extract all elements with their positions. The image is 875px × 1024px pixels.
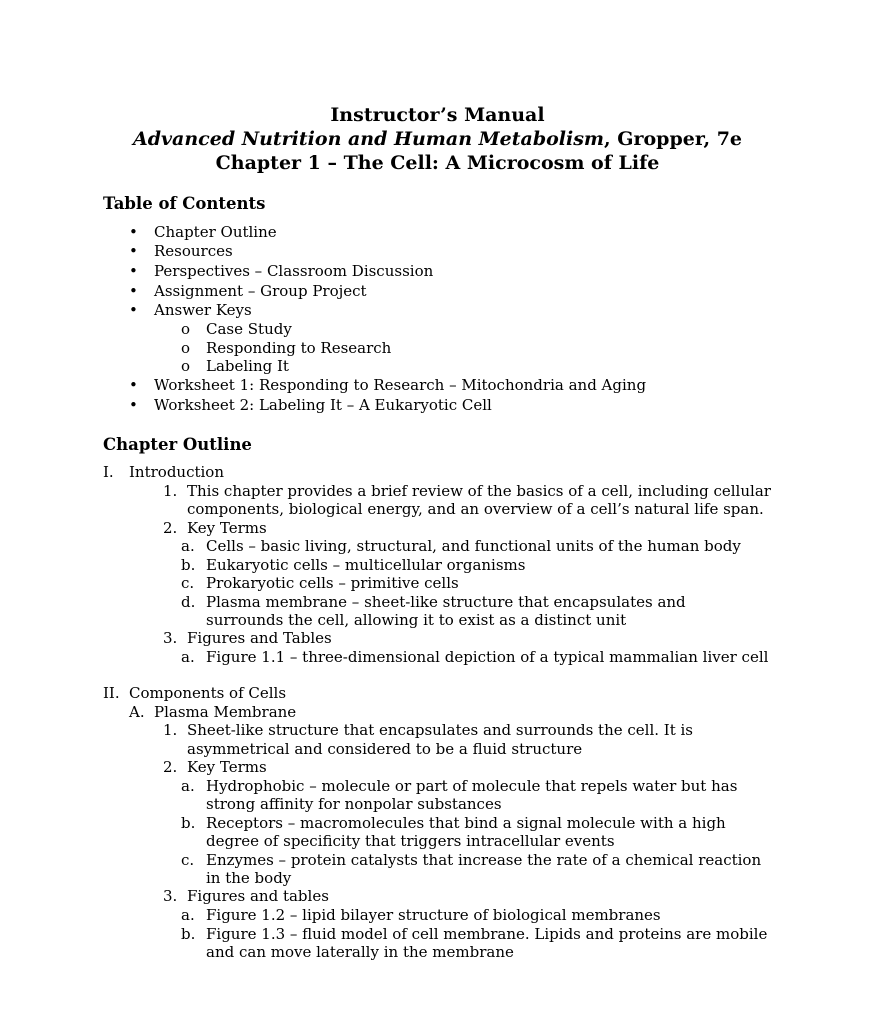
toc-subitem: Responding to Research [206,339,392,357]
bullet-icon: • [129,376,138,394]
outline-text: Key Terms [187,758,267,776]
figure-ref: Figure 1.1 – three-dimensional depiction of a typical mammalian liver cell [206,648,769,666]
book-title: Advanced Nutrition and Human Metabolism [132,128,605,150]
section-title: Components of Cells [129,684,287,702]
section-title: Introduction [129,463,224,481]
toc-heading: Table of Contents [103,194,266,213]
outline-text: Figures and tables [187,887,329,905]
key-term: Cells – basic living, structural, and functional units of the human body [206,537,741,555]
key-term: Hydrophobic – molecule or part of molecule that repels water but has [206,777,738,795]
bullet-icon: • [129,396,138,414]
outline-text: Key Terms [187,519,267,537]
point-marker: 1. [163,482,178,500]
key-term: Eukaryotic cells – multicellular organisms [206,556,526,574]
outline-text: Sheet-like structure that encapsulates and surrounds the cell. It is [187,721,694,739]
toc-item: Answer Keys [154,301,252,319]
manual-title: Instructor’s Manual [330,104,545,126]
toc-item: Worksheet 2: Labeling It – A Eukaryotic Cell [154,396,492,414]
key-term: Enzymes – protein catalysts that increase the rate of a chemical reaction [206,851,762,869]
figure-ref: and can move laterally in the membrane [206,943,514,961]
section-marker: I. [103,463,114,481]
letter-marker: c. [181,574,195,592]
book-author-edition: , Gropper, 7e [604,128,743,150]
subsection-marker: A. [129,703,145,721]
key-term: strong affinity for nonpolar substances [206,795,502,813]
letter-marker: a. [181,906,195,924]
letter-marker: d. [181,593,196,611]
key-term: Receptors – macromolecules that bind a signal molecule with a high [206,814,726,832]
toc-item: Worksheet 1: Responding to Research – Mitochondria and Aging [154,376,647,394]
chapter-title: Chapter 1 – The Cell: A Microcosm of Life [215,152,660,174]
letter-marker: b. [181,814,196,832]
point-marker: 2. [163,758,178,776]
outline-heading: Chapter Outline [103,435,252,454]
letter-marker: a. [181,537,195,555]
figure-ref: Figure 1.2 – lipid bilayer structure of biological membranes [206,906,661,924]
bullet-icon: • [129,242,138,260]
toc-item: Assignment – Group Project [154,282,367,300]
sub-bullet-icon: o [181,357,191,375]
letter-marker: c. [181,851,195,869]
point-marker: 3. [163,887,178,905]
point-marker: 3. [163,629,178,647]
outline-text: asymmetrical and considered to be a fluid structure [187,740,583,758]
bullet-icon: • [129,282,138,300]
book-title-line [0,128,875,151]
section-marker: II. [103,684,120,702]
outline-text: This chapter provides a brief review of the basics of a cell, including cellular [187,482,771,500]
outline-text: Figures and Tables [187,629,332,647]
letter-marker: b. [181,556,196,574]
sub-bullet-icon: o [181,339,191,357]
toc-item: Resources [154,242,233,260]
key-term: in the body [206,869,292,887]
figure-ref: Figure 1.3 – fluid model of cell membrane. Lipids and proteins are mobile [206,925,768,943]
toc-item: Perspectives – Classroom Discussion [154,262,434,280]
letter-marker: a. [181,777,195,795]
point-marker: 1. [163,721,178,739]
key-term: surrounds the cell, allowing it to exist as a distinct unit [206,611,627,629]
sub-bullet-icon: o [181,320,191,338]
letter-marker: b. [181,925,196,943]
bullet-icon: • [129,223,138,241]
toc-subitem: Labeling It [206,357,289,375]
key-term: Prokaryotic cells – primitive cells [206,574,459,592]
bullet-icon: • [129,301,138,319]
letter-marker: a. [181,648,195,666]
key-term: Plasma membrane – sheet-like structure that encapsulates and [206,593,686,611]
key-term: degree of specificity that triggers intracellular events [206,832,615,850]
outline-text: components, biological energy, and an overview of a cell’s natural life span. [187,500,764,518]
toc-subitem: Case Study [206,320,292,338]
subsection-title: Plasma Membrane [154,703,297,721]
toc-item: Chapter Outline [154,223,277,241]
point-marker: 2. [163,519,178,537]
bullet-icon: • [129,262,138,280]
